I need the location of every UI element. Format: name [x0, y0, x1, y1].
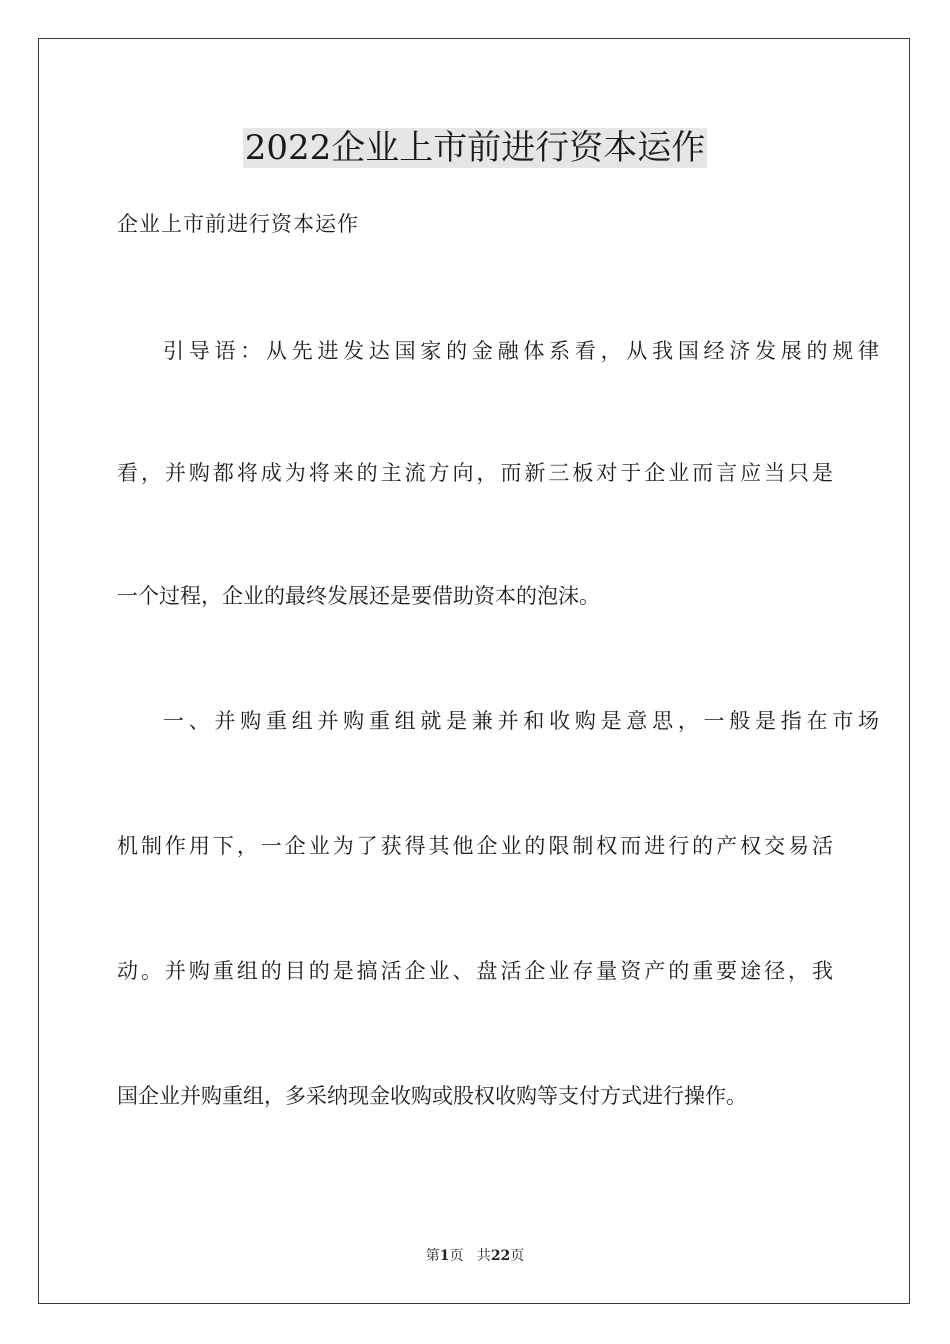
page-suffix: 页 [449, 1248, 464, 1264]
total-prefix: 共 [476, 1248, 491, 1264]
paragraph-line: 一个过程，企业的最终发展还是要借助资本的泡沫。 [117, 584, 600, 608]
document-subtitle: 企业上市前进行资本运作 [117, 212, 359, 236]
total-pages: 22 [490, 1248, 511, 1264]
paragraph-line: 一、并购重组并购重组就是兼并和收购是意思，一般是指在市场 [163, 709, 879, 733]
document-title [0, 124, 950, 172]
paragraph-line: 国企业并购重组，多采纳现金收购或股权收购等支付方式进行操作。 [117, 1084, 747, 1108]
page-footer [0, 1246, 950, 1266]
paragraph-line: 看，并购都将成为将来的主流方向，而新三板对于企业而言应当只是 [117, 461, 833, 485]
page-prefix: 第 [425, 1248, 440, 1264]
total-suffix: 页 [510, 1248, 525, 1264]
page-number: 1 [439, 1248, 450, 1264]
paragraph-line: 机制作用下，一企业为了获得其他企业的限制权而进行的产权交易活 [117, 834, 833, 858]
paragraph-line: 动。并购重组的目的是搞活企业、盘活企业存量资产的重要途径，我 [117, 959, 833, 983]
document-title-text: 2022企业上市前进行资本运作 [244, 128, 706, 168]
paragraph-line: 引导语：从先进发达国家的金融体系看，从我国经济发展的规律 [163, 339, 879, 363]
